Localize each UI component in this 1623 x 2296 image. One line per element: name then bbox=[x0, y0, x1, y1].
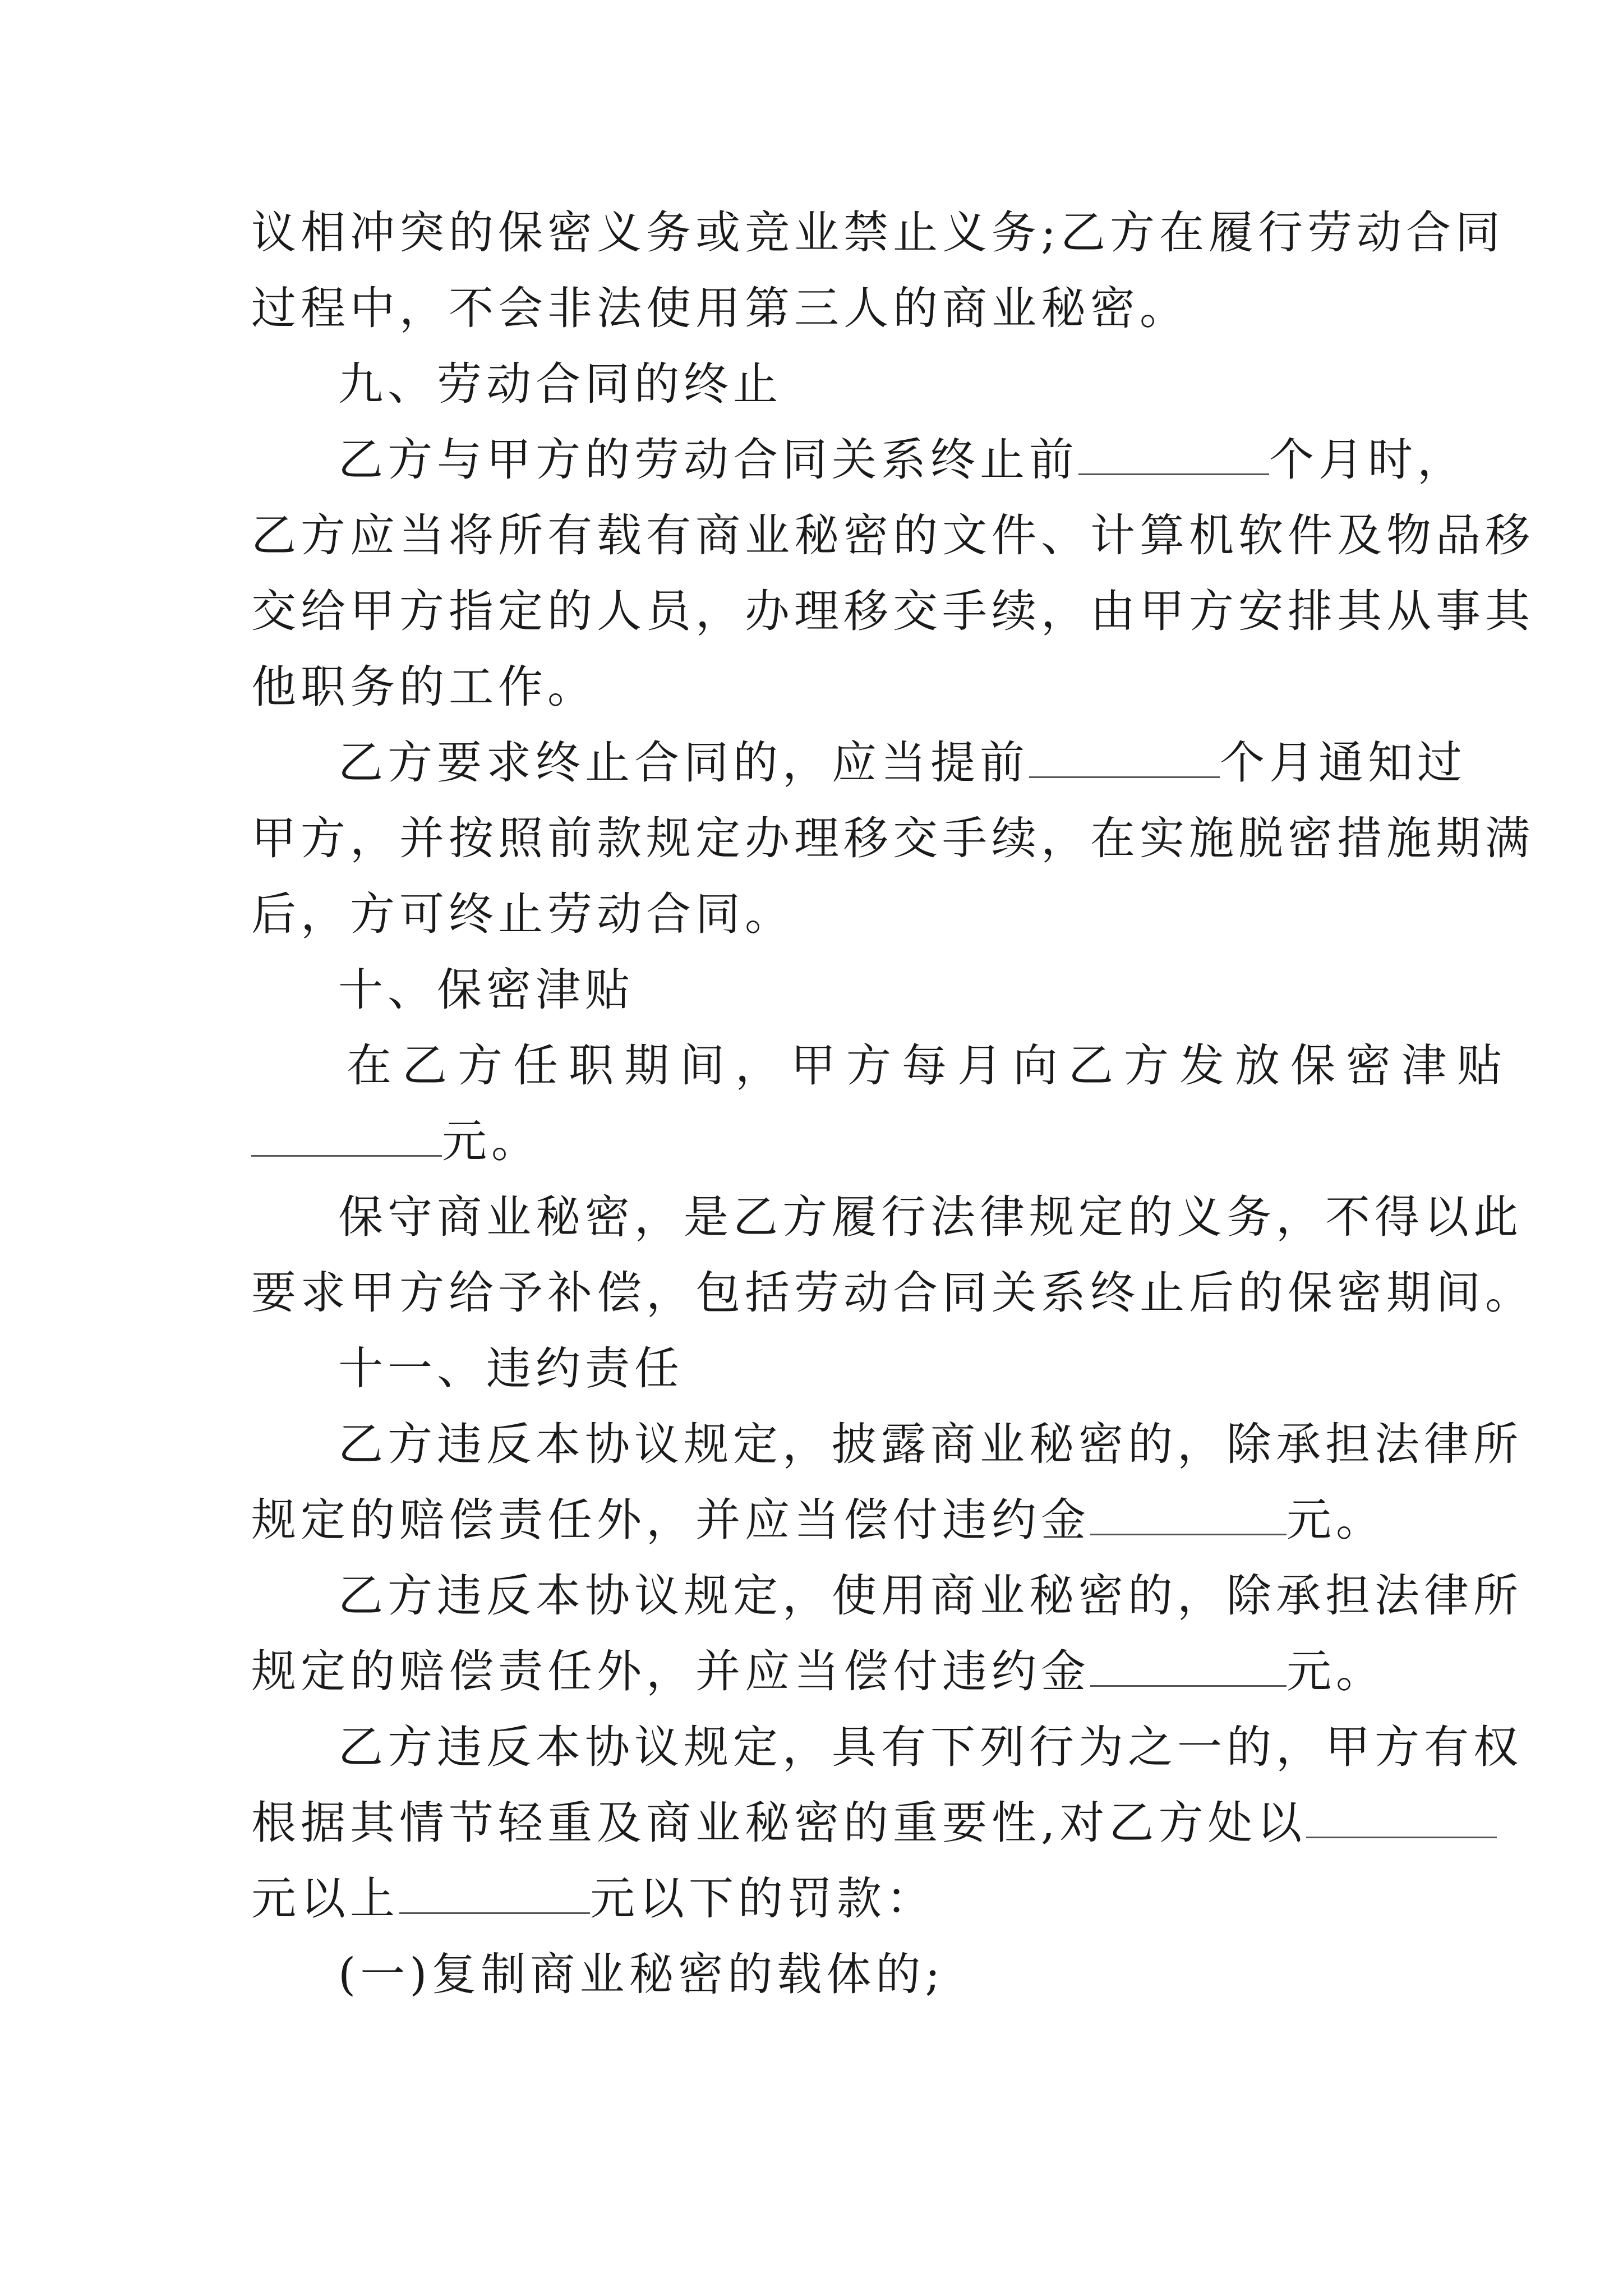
fill-blank bbox=[251, 1116, 442, 1157]
text-line: 过程中，不会非法使用第三人的商业秘密。 bbox=[251, 282, 1189, 334]
text-line: 甲方，并按照前款规定办理移交手续，在实施脱密措施期满 bbox=[251, 812, 1534, 864]
text-line: 乙方与甲方的劳动合同关系终止前 个月时， bbox=[338, 434, 1467, 486]
fill-blank bbox=[1090, 1646, 1287, 1687]
text-line: 在乙方任职期间，甲方每月向乙方发放保密津贴 bbox=[347, 1039, 1513, 1092]
fill-blank bbox=[399, 1873, 590, 1914]
text-line: 规定的赔偿责任外，并应当偿付违约金 元。 bbox=[251, 1494, 1385, 1546]
text-line: 规定的赔偿责任外，并应当偿付违约金 元。 bbox=[251, 1645, 1385, 1697]
text-line: 要求甲方给予补偿，包括劳动合同关系终止后的保密期间。 bbox=[251, 1267, 1534, 1319]
fill-blank bbox=[1078, 434, 1269, 475]
fill-blank bbox=[1306, 1797, 1497, 1838]
text-line: 保守商业秘密，是乙方履行法律规定的义务，不得以此 bbox=[338, 1191, 1523, 1243]
section-heading-9: 九、劳动合同的终止 bbox=[338, 358, 782, 410]
section-heading-10: 十、保密津贴 bbox=[338, 964, 634, 1016]
text-line: 元。 bbox=[251, 1111, 541, 1172]
text-line: 乙方应当将所有载有商业秘密的文件、计算机软件及物品移 bbox=[251, 509, 1534, 562]
text-line: 乙方违反本协议规定，披露商业秘密的，除承担法律所 bbox=[338, 1418, 1523, 1470]
section-heading-11: 十一、违约责任 bbox=[338, 1342, 684, 1395]
text-line: 后，方可终止劳动合同。 bbox=[251, 888, 794, 940]
fill-blank bbox=[1090, 1494, 1287, 1535]
text-line: 议相冲突的保密义务或竞业禁止义务;乙方在履行劳动合同 bbox=[251, 206, 1505, 259]
text-line: 乙方违反本协议规定，使用商业秘密的，除承担法律所 bbox=[338, 1570, 1523, 1622]
list-item-1: (一)复制商业秘密的载体的; bbox=[338, 1948, 945, 2000]
text-line: 交给甲方指定的人员，办理移交手续，由甲方安排其从事其 bbox=[251, 585, 1534, 637]
text-line: 乙方违反本协议规定，具有下列行为之一的，甲方有权 bbox=[338, 1721, 1523, 1773]
text-line: 元以上 元以下的罚款： bbox=[251, 1872, 935, 1925]
text-line: 根据其情节轻重及商业秘密的重要性,对乙方处以 bbox=[251, 1792, 1497, 1854]
text-line: 乙方要求终止合同的，应当提前 个月通知过 bbox=[338, 737, 1467, 789]
text-line: 他职务的工作。 bbox=[251, 661, 597, 713]
fill-blank bbox=[1029, 737, 1220, 778]
